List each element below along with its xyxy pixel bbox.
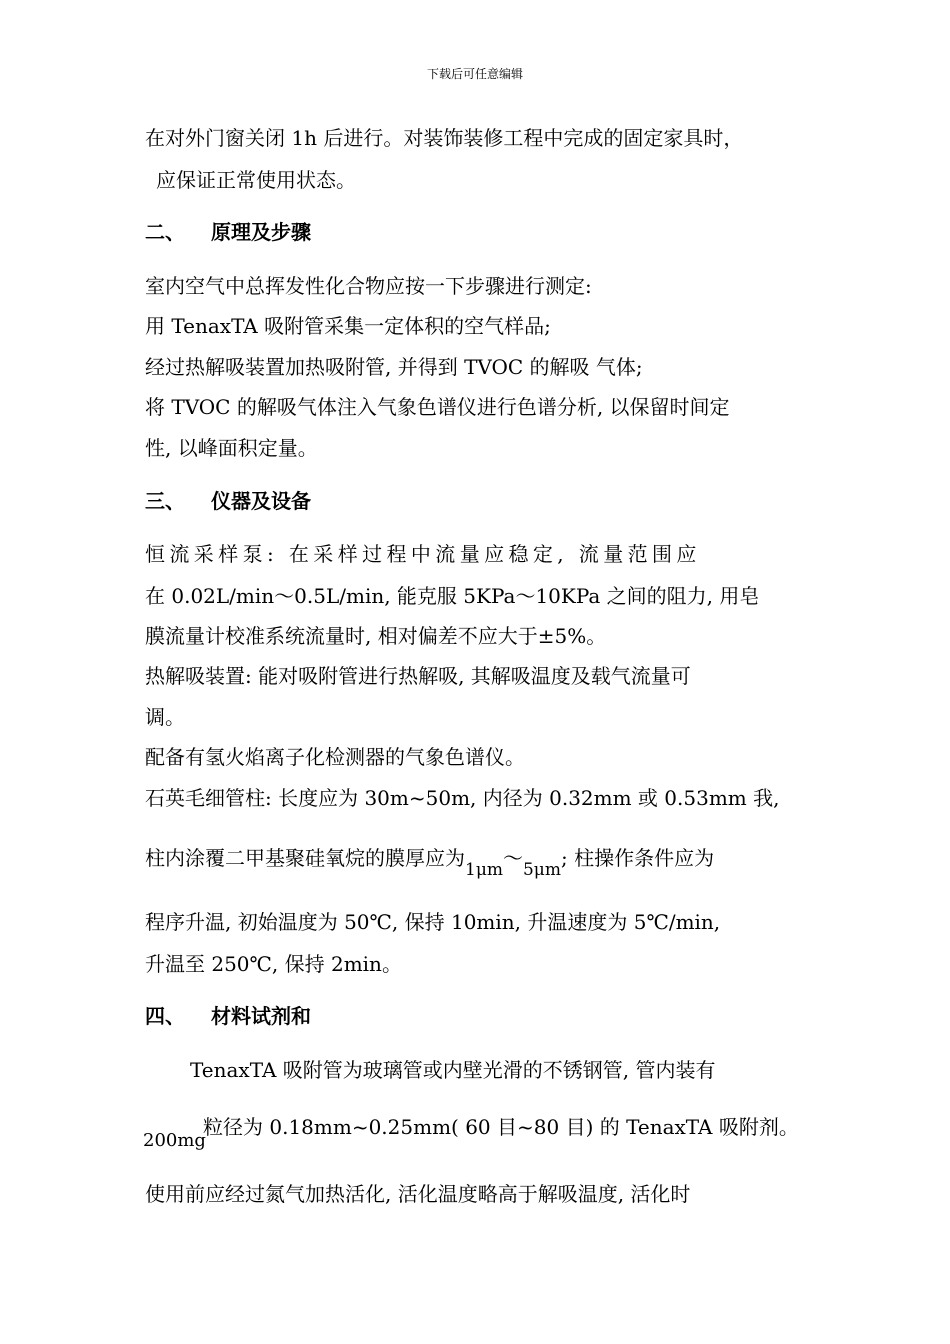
desorb-line-1: 热解吸装置: 能对吸附管进行热解吸, 其解吸温度及载气流量可 <box>145 664 691 688</box>
intro-line-1: 在对外门窗关闭 1h 后进行。对装饰装修工程中完成的固定家具时， <box>145 126 744 150</box>
section-heading-2 <box>145 218 311 246</box>
gc-line: 配备有氢火焰离子化检测器的气象色谱仪。 <box>145 745 525 769</box>
column-line-2-start: 柱内涂覆二甲基聚硅氧烷的膜厚应为 <box>145 846 465 870</box>
section-heading-4 <box>145 1002 311 1030</box>
section-title: 原理及步骤 <box>211 220 311 244</box>
column-line-2-end: ; 柱操作条件应为 <box>560 846 715 870</box>
film-thickness-min: 1μm <box>465 860 503 880</box>
pump-line-1: 恒流采样泵: 在采样过程中流量应稳定, 流量范围应 <box>145 542 701 566</box>
paragraph-line: 用 TenaxTA 吸附管采集一定体积的空气样品; <box>145 314 551 338</box>
column-line-3: 程序升温, 初始温度为 50℃, 保持 10min, 升温速度为 5℃/min, <box>145 910 721 934</box>
section-title: 仪器及设备 <box>211 489 311 513</box>
tilde-sign: ～ <box>502 846 523 870</box>
paragraph-line: 室内空气中总挥发性化合物应按一下步骤进行测定: <box>145 274 592 298</box>
paragraph-line: 性, 以峰面积定量。 <box>145 436 318 460</box>
column-line-2 <box>145 844 715 880</box>
section-heading-3 <box>145 487 311 515</box>
material-line-1: TenaxTA 吸附管为玻璃管或内壁光滑的不锈钢管, 管内装有 <box>190 1058 716 1082</box>
column-line-4: 升温至 250℃, 保持 2min。 <box>145 952 402 976</box>
section-number: 三、 <box>145 489 185 513</box>
pump-line-3: 膜流量计校准系统流量时, 相对偏差不应大于±5%。 <box>145 624 607 648</box>
section-number: 四、 <box>145 1004 185 1028</box>
desorb-line-2: 调。 <box>145 705 185 729</box>
pump-line-2: 在 0.02L/min～0.5L/min, 能克服 5KPa～10KPa 之间的阻力, 用皂 <box>145 584 760 608</box>
paragraph-line: 经过热解吸装置加热吸附管, 并得到 TVOC 的解吸 气体; <box>145 355 643 379</box>
section-number: 二、 <box>145 220 185 244</box>
film-thickness-max: 5μm <box>522 860 561 880</box>
intro-line-2: 应保证正常使用状态。 <box>156 168 356 192</box>
material-line-2: 粒径为 0.18mm~0.25mm( 60 目~80 目) 的 TenaxTA 吸附剂。 <box>203 1115 799 1139</box>
material-line-3: 使用前应经过氮气加热活化, 活化温度略高于解吸温度, 活化时 <box>145 1182 691 1206</box>
material-amount: 200mg <box>143 1130 206 1151</box>
section-title: 材料试剂和 <box>211 1004 311 1028</box>
page-header: 下载后可任意编辑 <box>426 67 523 81</box>
paragraph-line: 将 TVOC 的解吸气体注入气象色谱仪进行色谱分析, 以保留时间定 <box>145 395 730 419</box>
column-line-1: 石英毛细管柱: 长度应为 30m~50m, 内径为 0.32mm 或 0.53mm 我, <box>145 786 780 810</box>
